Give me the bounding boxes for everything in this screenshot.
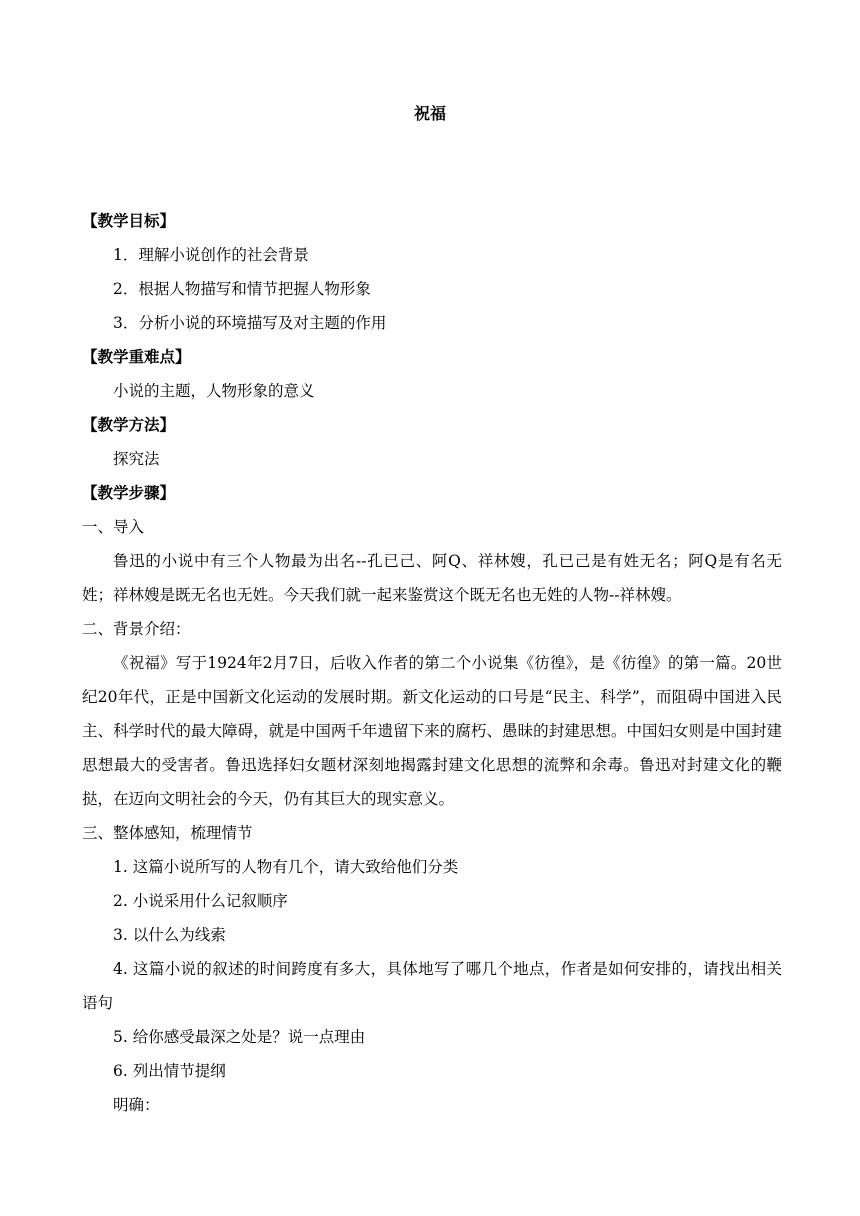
page-title: 祝福 — [413, 104, 446, 123]
question-4: 4. 这篇小说的叙述的时间跨度有多大，具体地写了哪几个地点，作者是如何安排的，请找出相关语句 — [82, 960, 782, 1012]
overview-heading: 三、整体感知，梳理情节 — [82, 824, 253, 842]
question-2: 2. 小说采用什么记叙顺序 — [113, 892, 288, 910]
answer-label: 明确： — [113, 1096, 160, 1114]
question-3: 3. 以什么为线索 — [113, 926, 226, 944]
method-heading: 【教学方法】 — [82, 416, 176, 434]
background-heading: 二、背景介绍： — [82, 620, 191, 638]
document-body — [82, 204, 782, 1122]
goal-item-2: 2．根据人物描写和情节把握人物形象 — [113, 280, 371, 298]
difficulty-text: 小说的主题，人物形象的意义 — [113, 382, 315, 400]
goal-item-3: 3．分析小说的环境描写及对主题的作用 — [113, 314, 387, 332]
question-5: 5. 给你感受最深之处是？说一点理由 — [113, 1028, 366, 1046]
goal-item-1: 1．理解小说创作的社会背景 — [113, 246, 309, 264]
method-text: 探究法 — [113, 450, 160, 468]
goals-heading: 【教学目标】 — [82, 212, 176, 230]
background-paragraph: 《祝福》写于1924年2月7日，后收入作者的第二个小说集《彷徨》，是《彷徨》的第一篇。20世纪20年代，正是中国新文化运动的发展时期。新文化运动的口号是“民主、科学”，而阻碍中国进入民主、科学时代的最大障碍，就是中国两千年遗留下来的腐朽、愚昧的封建思想。中国妇女则是中国封建思想最大的受害者。鲁迅选择妇女题材深刻地揭露封建文化思想的流弊和余毒。鲁迅对封建文化的鞭挞，在迈向文明社会的今天，仍有其巨大的现实意义。 — [82, 654, 782, 808]
question-6: 6. 列出情节提纲 — [113, 1062, 226, 1080]
intro-paragraph: 鲁迅的小说中有三个人物最为出名--孔已己、阿Q、祥林嫂，孔已己是有姓无名；阿Q是有名无姓；祥林嫂是既无名也无姓。今天我们就一起来鉴赏这个既无名也无姓的人物--祥林嫂。 — [82, 552, 782, 604]
intro-heading: 一、导入 — [82, 518, 145, 536]
question-1: 1. 这篇小说所写的人物有几个，请大致给他们分类 — [113, 858, 459, 876]
steps-heading: 【教学步骤】 — [82, 484, 176, 502]
difficulty-heading: 【教学重难点】 — [82, 348, 191, 366]
